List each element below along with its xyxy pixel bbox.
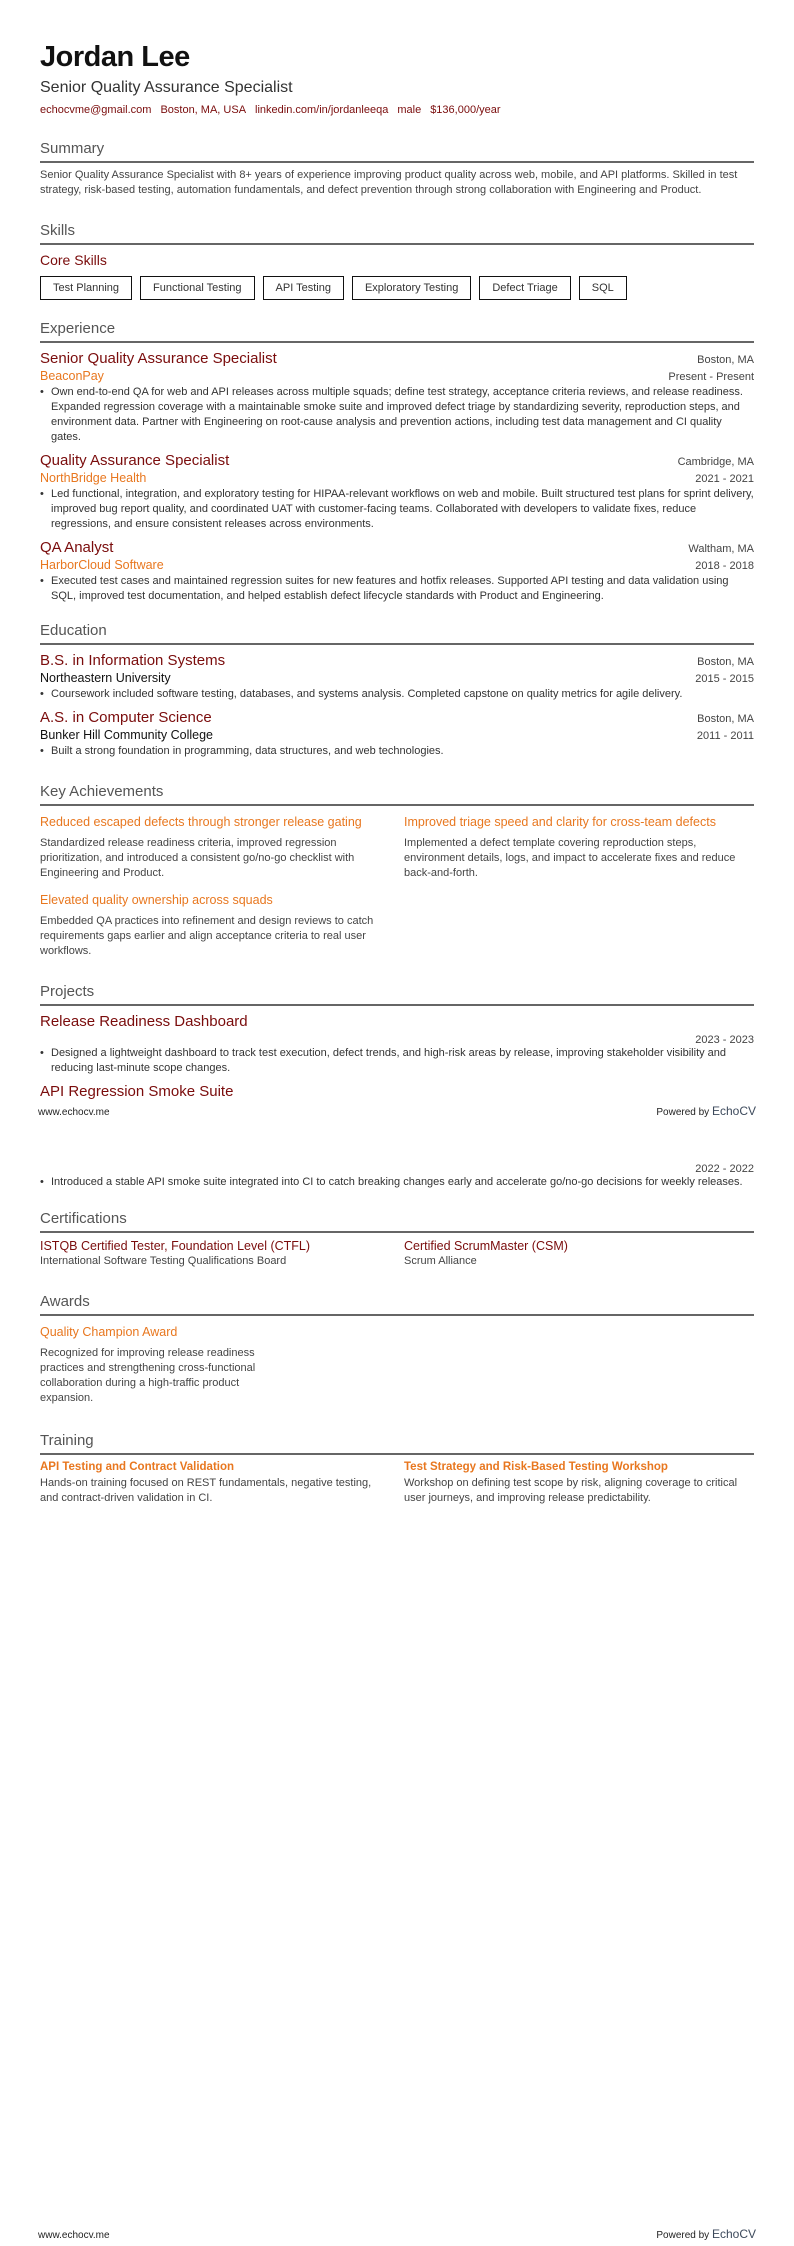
degree: B.S. in Information Systems — [40, 652, 226, 669]
training-text: Hands-on training focused on REST fundamentals, negative testing, and contract-driven validation in CI. — [40, 1477, 372, 1504]
echocv-logo[interactable]: EchoCV — [711, 2227, 756, 2241]
project-dates: 2023 - 2023 — [695, 1034, 754, 1046]
certification-name: Certified ScrumMaster (CSM) — [404, 1239, 568, 1253]
summary-section — [40, 140, 754, 198]
job-bullet: • Own end-to-end QA for web and API releases across multiple squads; define test strategy, acceptance criteria reviews, and release readiness. Expanded regression coverage with a maintainable smoke suite and improved defect triage by standardizing severity, reproduction steps, and environment data. Partner with Engineering on root-cause analysis and prevention actions, including test data management and CI quality gates. — [40, 385, 754, 445]
skill-chip: SQL — [579, 276, 627, 300]
project-title: Release Readiness Dashboard — [40, 1013, 248, 1030]
achievement-item — [40, 806, 390, 959]
section-heading: Education — [40, 622, 754, 645]
contact-linkedin[interactable]: linkedin.com/in/jordanleeqa — [255, 104, 389, 116]
contact-email[interactable]: echocvme@gmail.com — [40, 104, 152, 116]
job-bullet: • Executed test cases and maintained regression suites for new features and hotfix releases. Supported API testing and data validation using SQL, improved test documentation, and helped establish defect lifecycle standards with Product and Engineering. — [40, 574, 754, 604]
experience-item — [40, 445, 754, 532]
training-title: Test Strategy and Risk-Based Testing Workshop — [404, 1461, 668, 1473]
project-dates: 2022 - 2022 — [695, 1163, 754, 1175]
school-name: Northeastern University — [40, 671, 171, 685]
skills-section — [40, 222, 754, 300]
education-dates: 2015 - 2015 — [695, 673, 754, 685]
education-item — [40, 702, 754, 759]
education-bullet: • Built a strong foundation in programming, data structures, and web technologies. — [40, 744, 754, 759]
contact-salary: $136,000/year — [430, 104, 501, 116]
section-heading: Training — [40, 1432, 754, 1455]
footer-powered-by — [656, 1104, 756, 1118]
candidate-title: Senior Quality Assurance Specialist — [40, 79, 293, 96]
contact-location: Boston, MA, USA — [160, 104, 247, 116]
echocv-logo[interactable]: EchoCV — [711, 1104, 756, 1118]
training-title: API Testing and Contract Validation — [40, 1461, 235, 1473]
projects-section — [40, 983, 754, 1101]
page-2 — [0, 1123, 794, 2246]
section-heading: Projects — [40, 983, 754, 1006]
education-location: Boston, MA — [697, 713, 754, 725]
education-dates: 2011 - 2011 — [696, 730, 754, 742]
education-item — [40, 645, 754, 702]
job-location: Boston, MA — [697, 354, 754, 366]
job-location: Waltham, MA — [688, 543, 754, 555]
summary-text: Senior Quality Assurance Specialist with 8+ years of experience improving product quality across web, mobile, and API platforms. Skilled in test strategy, risk-based testing, automation fundamentals, and defect prevention through strong collaboration with Engineering and Product. — [40, 169, 738, 196]
achievement-item — [404, 806, 754, 959]
section-heading: Certifications — [40, 1210, 754, 1233]
project-bullet: • Introduced a stable API smoke suite integrated into CI to catch breaking changes early and accelerate go/no-go decisions for weekly releases. — [40, 1175, 754, 1190]
section-heading: Skills — [40, 222, 754, 245]
job-title: QA Analyst — [40, 539, 114, 556]
page-footer — [38, 2227, 756, 2241]
section-heading: Experience — [40, 320, 754, 343]
project-continued — [40, 1123, 754, 1190]
section-heading: Summary — [40, 140, 754, 163]
section-heading: Key Achievements — [40, 783, 754, 806]
degree: A.S. in Computer Science — [40, 709, 212, 726]
certifications-section — [40, 1210, 754, 1267]
achievement-text: Implemented a defect template covering reproduction steps, environment details, logs, and impact to accelerate fixes and reduce back-and-forth. — [404, 837, 736, 879]
job-dates: Present - Present — [668, 371, 754, 383]
company-name: BeaconPay — [40, 369, 104, 383]
certification-item — [40, 1238, 390, 1267]
candidate-name: Jordan Lee — [40, 41, 190, 73]
experience-item — [40, 343, 754, 445]
certification-name: ISTQB Certified Tester, Foundation Level (CTFL) — [40, 1239, 311, 1253]
contact-line — [40, 104, 754, 116]
training-text: Workshop on defining test scope by risk, aligning coverage to critical user journeys, and improving release predictability. — [404, 1477, 738, 1504]
training-item — [40, 1459, 390, 1506]
powered-by-label: Powered by — [656, 2230, 710, 2241]
job-dates: 2021 - 2021 — [695, 473, 754, 485]
achievement-text: Embedded QA practices into refinement and design reviews to catch requirements gaps earlier and align acceptance criteria to real user workflows. — [40, 915, 374, 957]
skill-chip: Defect Triage — [479, 276, 570, 300]
training-item — [404, 1459, 754, 1506]
certification-issuer: International Software Testing Qualifications Board — [40, 1255, 287, 1267]
project-title: API Regression Smoke Suite — [40, 1083, 234, 1100]
section-heading: Awards — [40, 1293, 754, 1316]
skill-group-title: Core Skills — [40, 252, 107, 268]
awards-section — [40, 1293, 754, 1406]
achievements-section — [40, 783, 754, 959]
skill-chip: Test Planning — [40, 276, 132, 300]
company-name: HarborCloud Software — [40, 558, 164, 572]
certification-issuer: Scrum Alliance — [404, 1255, 477, 1267]
achievement-title: Improved triage speed and clarity for cross-team defects — [404, 815, 716, 829]
education-bullet: • Coursework included software testing, databases, and systems analysis. Completed capstone on quality metrics for agile delivery. — [40, 687, 754, 702]
achievement-title: Elevated quality ownership across squads — [40, 893, 273, 907]
job-location: Cambridge, MA — [677, 456, 754, 468]
job-title: Quality Assurance Specialist — [40, 452, 230, 469]
company-name: NorthBridge Health — [40, 471, 147, 485]
achievement-text: Standardized release readiness criteria, improved regression prioritization, and introduced a consistent go/no-go checklist with Engineering and Product. — [40, 837, 355, 879]
achievement-title: Reduced escaped defects through stronger release gating — [40, 815, 362, 829]
education-location: Boston, MA — [697, 656, 754, 668]
education-section — [40, 622, 754, 759]
award-text: Recognized for improving release readiness practices and strengthening cross-functional collaboration during a high-traffic product expansion. — [40, 1347, 256, 1404]
skill-chip: Functional Testing — [140, 276, 254, 300]
skill-chips — [40, 276, 754, 300]
certification-item — [404, 1238, 754, 1267]
job-bullet: • Led functional, integration, and exploratory testing for HIPAA-relevant workflows on web and mobile. Built structured test plans for sprint delivery, improved bug report quality, and coordinated UAT with customer-facing teams. Collaborated with developers to validate fixes, reduce regressions, and ensure consistent releases across environments. — [40, 487, 754, 532]
footer-site-link[interactable]: www.echocv.me — [38, 1107, 110, 1118]
project-bullet: • Designed a lightweight dashboard to track test execution, defect trends, and high-risk areas by release, improving stakeholder visibility and reducing last-minute scope changes. — [40, 1046, 754, 1076]
award-title: Quality Champion Award — [40, 1325, 178, 1339]
powered-by-label: Powered by — [656, 1107, 710, 1118]
job-dates: 2018 - 2018 — [695, 560, 754, 572]
footer-powered-by — [656, 2227, 756, 2241]
job-title: Senior Quality Assurance Specialist — [40, 350, 277, 367]
footer-site-link[interactable]: www.echocv.me — [38, 2230, 110, 2241]
training-section — [40, 1432, 754, 1506]
page-footer — [38, 1104, 756, 1118]
experience-section — [40, 320, 754, 604]
skill-chip: Exploratory Testing — [352, 276, 471, 300]
school-name: Bunker Hill Community College — [40, 728, 213, 742]
experience-item — [40, 532, 754, 604]
contact-gender: male — [397, 104, 422, 116]
skill-chip: API Testing — [263, 276, 344, 300]
